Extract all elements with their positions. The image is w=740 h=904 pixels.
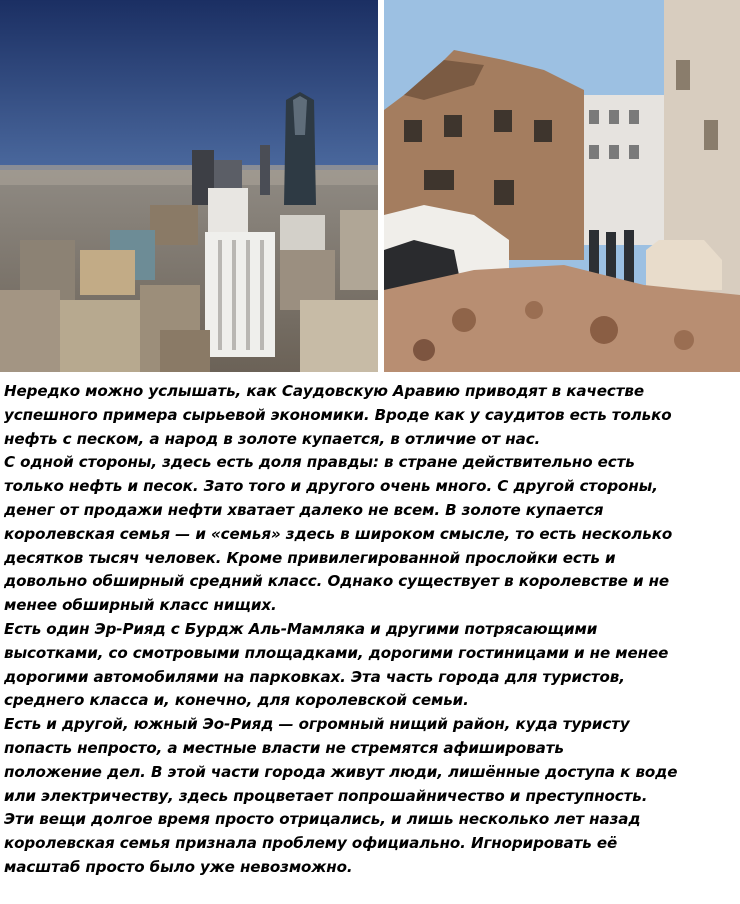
article-text [4,380,738,880]
article-paragraph-1: Нередко можно услышать, как Саудовскую Аравию приводят в качестве успешного примера сырьевой экономики. Вроде как у саудитов есть только нефть с песком, а народ в золоте купается, в отличие от нас. [4,382,672,448]
damaged-buildings-photo [384,0,740,372]
city-skyline-photo [0,0,378,372]
article-paragraph-4: Есть и другой, южный Эо-Рияд — огромный нищий район, куда туристу попасть непросто, а местные власти не стремятся афишировать положение дел. В этой части города живут люди, лишённые доступа к воде или электричеству, здесь процветает попрошайничество и преступность. Эти вещи долгое время просто отрицались, и лишь несколько лет назад королевская семья признала проблему официально. Игнорировать её масштаб просто было уже невозможно. [4,715,678,876]
article-paragraph-2: С одной стороны, здесь есть доля правды: в стране действительно есть только нефть и песок. Зато того и другого очень много. С другой стороны, денег от продажи нефти хватает далеко не всем. В золоте купается королевская семья — и «семья» здесь в широком смысле, то есть несколько десятков тысяч человек. Кроме привилегированной прослойки есть и довольно обширный средний класс. Однако существует в королевстве и не менее обширный класс нищих. [4,453,673,615]
article-paragraph-3: Есть один Эр-Рияд с Бурдж Аль-Мамляка и другими потрясающими высотками, со смотровыми площадками, дорогими гостиницами и не менее дорогими автомобилями на парковках. Эта часть города для туристов, среднего класса и, конечно, для королевской семьи. [4,619,669,710]
photo-collage [0,0,740,372]
